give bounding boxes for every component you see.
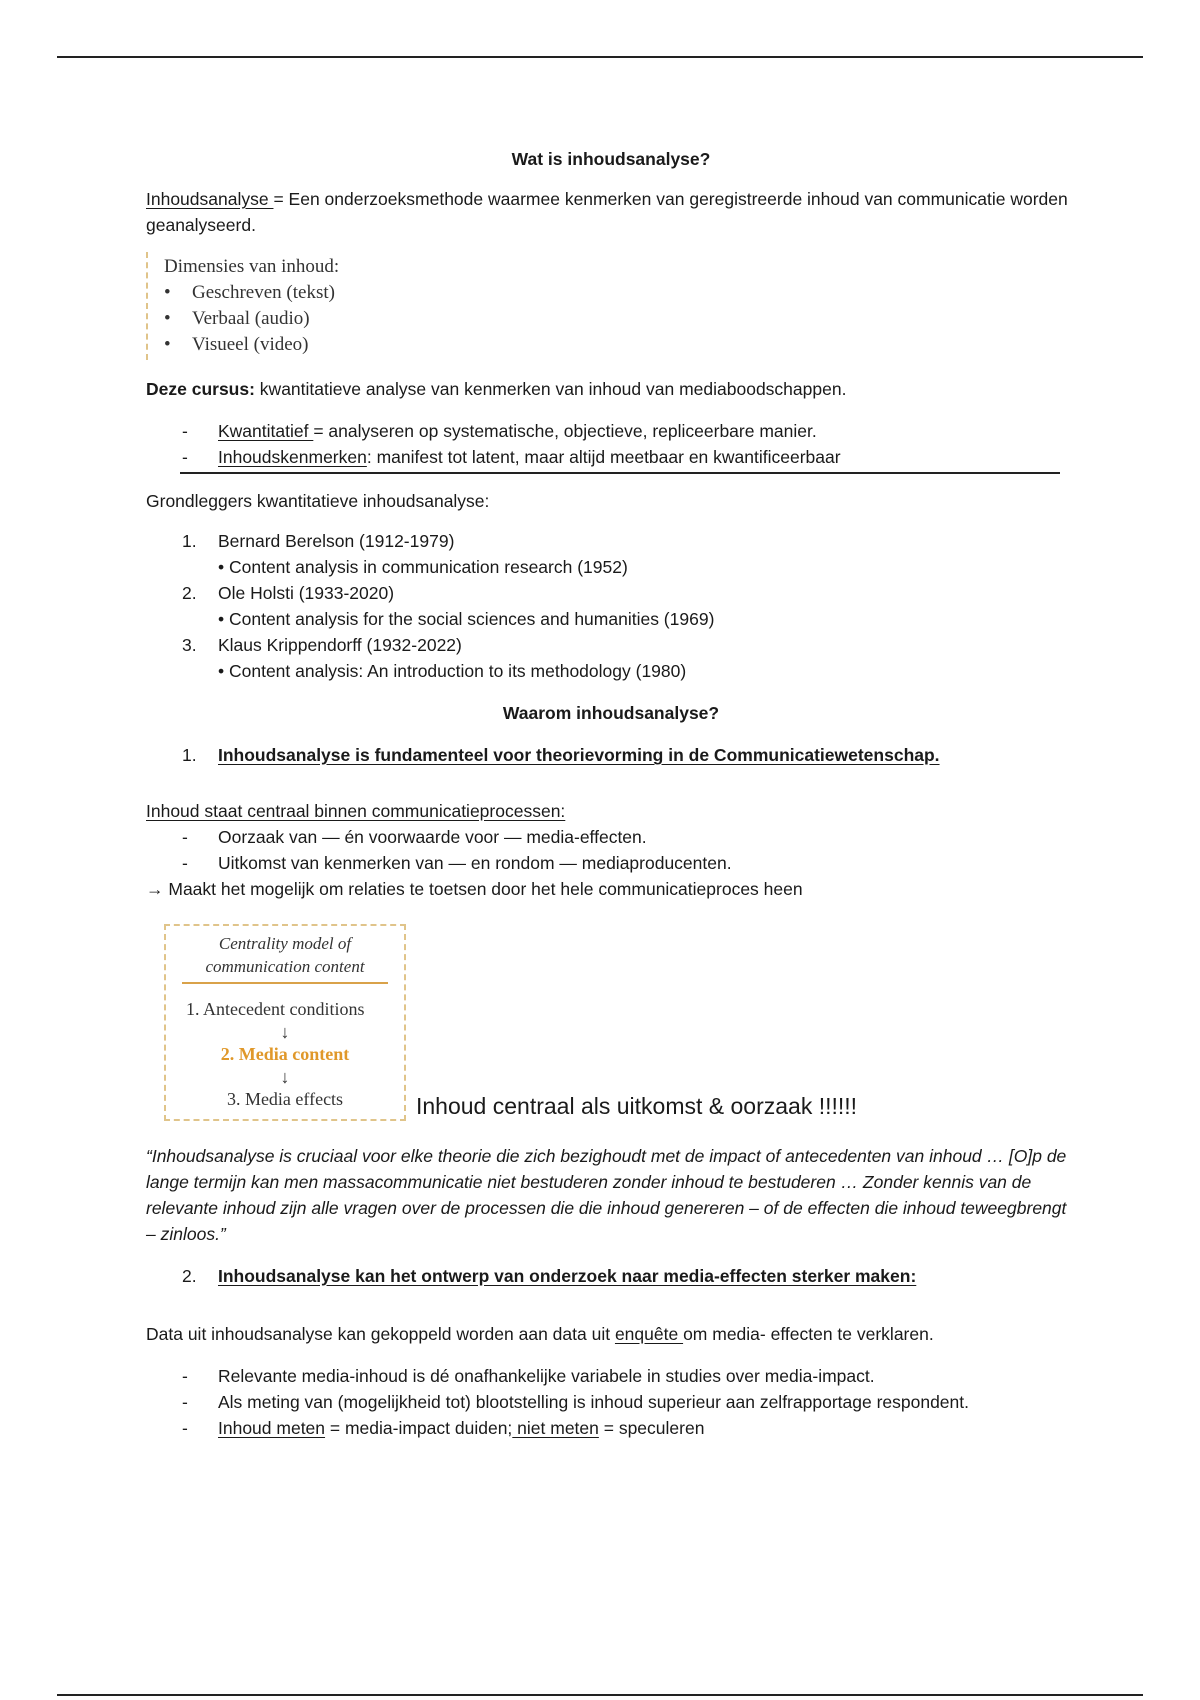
list-number: 2. <box>182 583 197 603</box>
reason-text: Inhoudsanalyse kan het ontwerp van onderzoek naar media-effecten sterker maken: <box>218 1266 917 1286</box>
founder-work: • Content analysis for the social sciences and humanities (1969) <box>218 609 715 629</box>
course-text: kwantitatieve analyse van kenmerken van inhoud van mediaboodschappen. <box>254 379 847 399</box>
list-item <box>146 418 1076 444</box>
founders-heading: Grondleggers kwantitatieve inhoudsanalyse: <box>146 491 490 511</box>
figure-caption: Inhoud centraal als uitkomst & oorzaak !!!!!! <box>416 1093 858 1119</box>
list-item <box>146 444 1076 470</box>
figure-title-line: Centrality model of <box>218 934 352 953</box>
list-number: 1. <box>182 745 197 765</box>
dimensions-box <box>146 252 384 360</box>
list-item: • Verbaal (audio) <box>164 306 384 332</box>
list-item <box>146 528 1076 580</box>
list-item-text: : manifest tot latent, maar altijd meetbaar en kwantificeerbaar <box>366 447 841 467</box>
definition-text: = Een onderzoeksmethode waarmee kenmerken van geregistreerde inhoud van communicatie worden geanalyseerd. <box>146 189 1068 235</box>
list-item: - Oorzaak van — én voorwaarde voor — media-effecten. <box>146 824 1076 850</box>
definition-term: Inhoudsanalyse <box>146 189 274 209</box>
list-item <box>146 1415 1076 1441</box>
list-item: - Uitkomst van kenmerken van — en rondom — mediaproducenten. <box>146 850 1076 876</box>
down-arrow-icon: ↓ <box>280 1067 290 1087</box>
list-item <box>146 580 1076 632</box>
list-item: • Visueel (video) <box>164 332 384 358</box>
centrality-model-figure <box>164 924 406 1121</box>
list-item <box>146 742 1076 768</box>
dimensions-heading: Dimensies van inhoud: <box>164 256 340 277</box>
dimensions-list <box>164 280 384 358</box>
term: Inhoud meten <box>218 1418 326 1438</box>
figure-title-line: communication content <box>205 957 365 976</box>
centrality-figure-row <box>146 924 1076 1121</box>
list-item-text: = media-impact duiden; <box>325 1418 513 1438</box>
list-item: • Geschreven (tekst) <box>164 280 384 306</box>
central-list <box>146 824 1076 876</box>
document-body <box>146 146 1076 1441</box>
founder-work: • Content analysis in communication research (1952) <box>218 557 628 577</box>
list-item-text: = speculeren <box>598 1418 705 1438</box>
survey-text: Data uit inhoudsanalyse kan gekoppeld worden aan data uit <box>146 1324 615 1344</box>
list-item-text: = analyseren op systematische, objectieve, repliceerbare manier. <box>313 421 817 441</box>
founder-name: Klaus Krippendorff (1932-2022) <box>218 635 462 655</box>
list-item <box>146 632 1076 684</box>
reason-text: Inhoudsanalyse is fundamenteel voor theorievorming in de Communicatiewetenschap. <box>218 745 940 765</box>
course-label: Deze cursus: <box>146 379 255 399</box>
figure-step-effects: 3. Media effects <box>226 1089 344 1109</box>
down-arrow-icon: ↓ <box>280 1022 290 1042</box>
section-divider <box>180 472 1060 474</box>
founder-name: Ole Holsti (1933-2020) <box>218 583 395 603</box>
reason-2 <box>146 1263 1076 1289</box>
survey-text: om media- effecten te verklaren. <box>683 1324 934 1344</box>
list-item <box>146 1263 1076 1289</box>
figure-step-antecedent: 1. Antecedent conditions <box>186 999 365 1019</box>
term: Inhoudskenmerken <box>218 447 367 467</box>
reason-1 <box>146 742 1076 768</box>
central-heading: Inhoud staat centraal binnen communicatieprocessen: <box>146 801 566 821</box>
figure-step-media-content: 2. Media content <box>220 1044 350 1064</box>
bottom-rule <box>57 1694 1143 1696</box>
founders-list <box>146 528 1076 684</box>
list-number: 1. <box>182 531 197 551</box>
course-points <box>146 418 1076 470</box>
founder-work: • Content analysis: An introduction to its methodology (1980) <box>218 661 687 681</box>
survey-line <box>146 1321 1076 1347</box>
survey-term: enquête <box>614 1324 684 1344</box>
quote: “Inhoudsanalyse is cruciaal voor elke theorie die zich bezighoudt met de impact of antecedenten van inhoud … [O]p de lange termijn kan men massacommunicatie niet bestuderen zonder inhoud te bestuderen … Zonder kennis van de relevante inhoud zijn alle vragen over de processen die die inhoud genereren – of de effecten die inhoud teweegbrengt – zinloos.” <box>146 1146 1067 1244</box>
figure-title <box>182 932 388 984</box>
top-rule <box>57 56 1143 58</box>
founder-name: Bernard Berelson (1912-1979) <box>218 531 455 551</box>
survey-points <box>146 1363 1076 1441</box>
term: niet meten <box>512 1418 599 1438</box>
central-conclusion: → Maakt het mogelijk om relaties te toetsen door het hele communicatieproces heen <box>146 879 803 899</box>
course-line <box>146 376 1076 402</box>
section-title-why: Waarom inhoudsanalyse? <box>502 703 720 723</box>
list-item: - Als meting van (mogelijkheid tot) blootstelling is inhoud superieur aan zelfrapportage respondent. <box>146 1389 1076 1415</box>
term: Kwantitatief <box>218 421 314 441</box>
list-number: 2. <box>182 1266 197 1286</box>
definition <box>146 186 1076 238</box>
list-item: - Relevante media-inhoud is dé onafhankelijke variabele in studies over media-impact. <box>146 1363 1076 1389</box>
list-number: 3. <box>182 635 197 655</box>
section-title-what: Wat is inhoudsanalyse? <box>511 149 711 169</box>
